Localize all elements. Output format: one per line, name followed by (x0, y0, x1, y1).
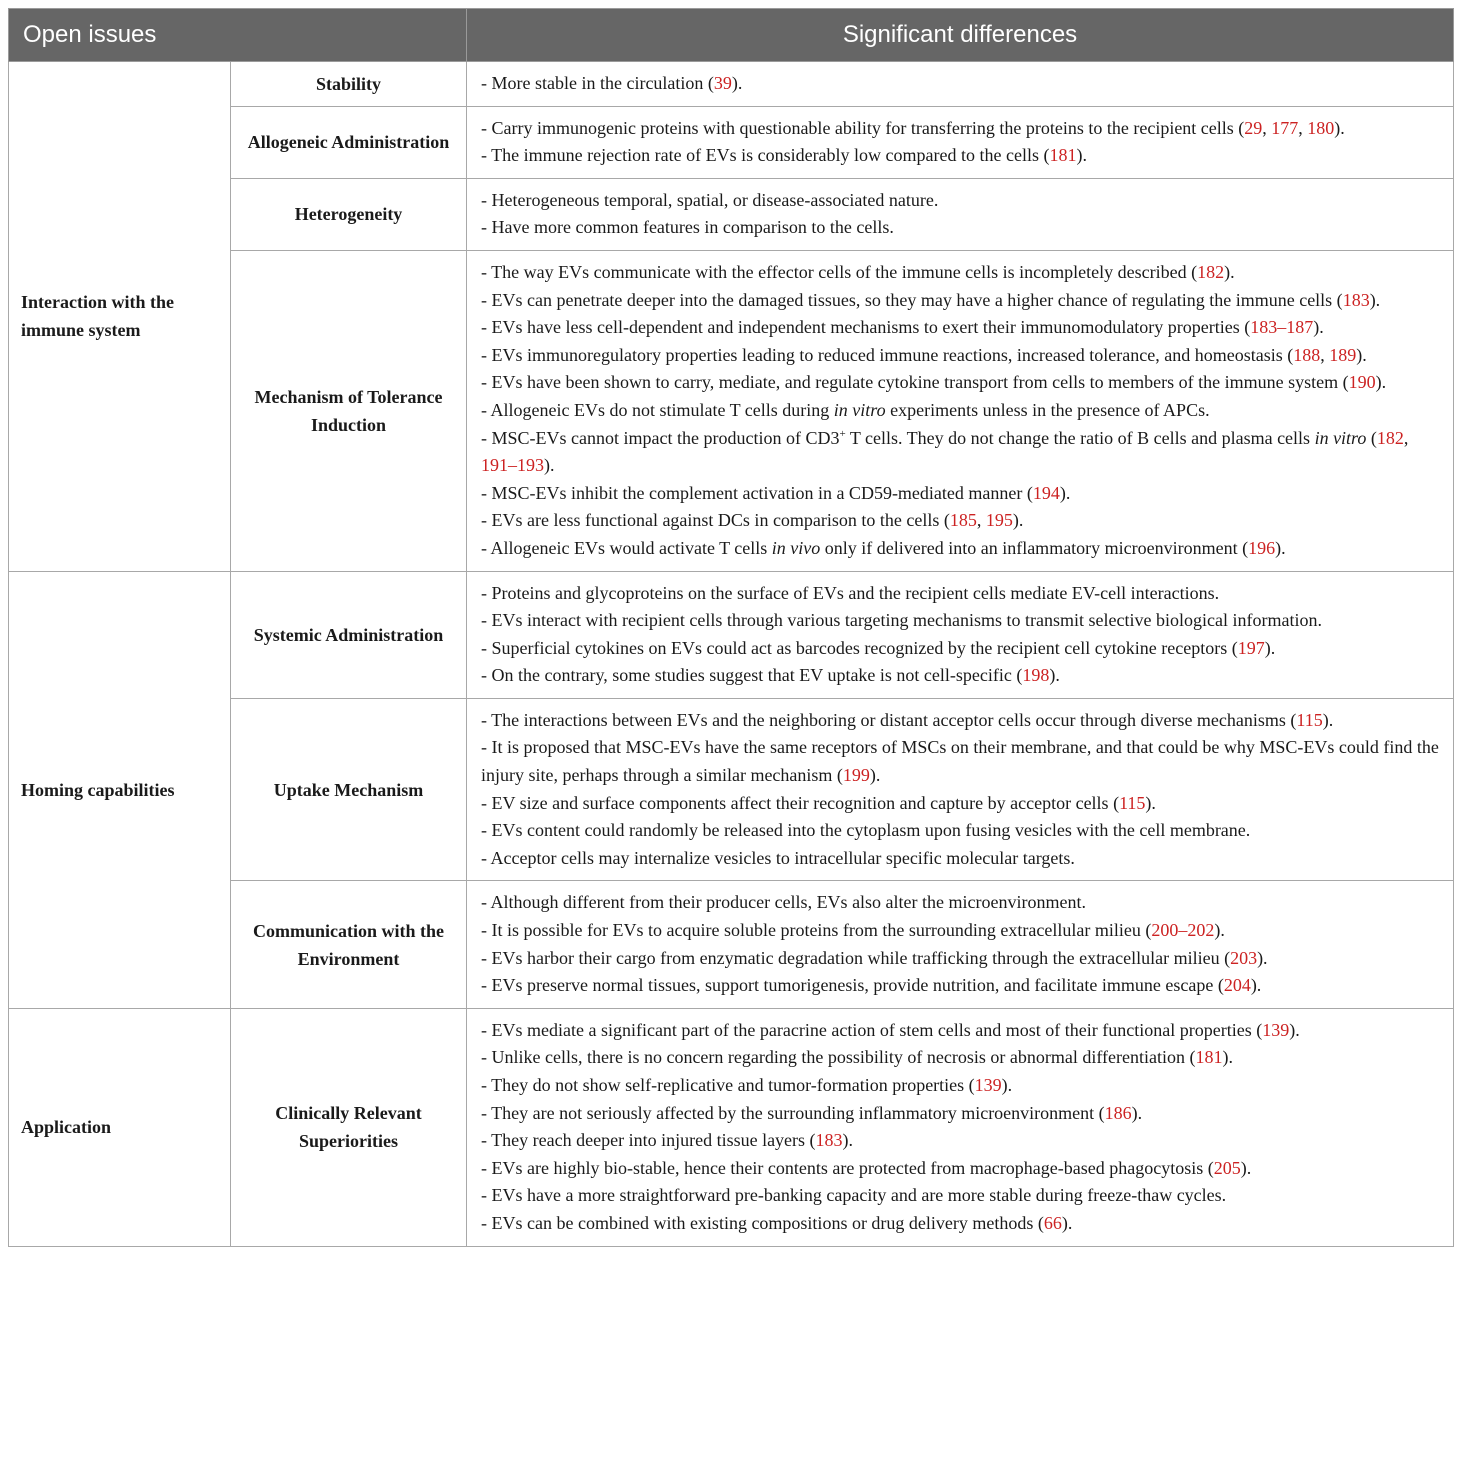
text-segment: ). (1076, 145, 1087, 166)
table-body (9, 62, 1454, 1247)
text-segment: - The way EVs communicate with the effector cells of the immune cells is incompletely described ( (481, 261, 1198, 282)
text-segment: ). (1240, 1157, 1252, 1178)
text-segment: - EVs harbor their cargo from enzymatic degradation while trafficking through the extracellular milieu ( (481, 947, 1231, 968)
header-significant-differences: Significant differences (467, 9, 1454, 62)
text-segment: - EVs mediate a significant part of the paracrine action of stem cells and most of their functional properties ( (481, 1019, 1263, 1040)
table-row (9, 571, 1454, 698)
description-line (481, 70, 1439, 98)
text-segment: - Allogeneic EVs do not stimulate T cells during (481, 399, 834, 420)
text-segment: - The interactions between EVs and the neighboring or distant acceptor cells occur through diverse mechanisms ( (481, 709, 1297, 730)
text-segment: ). (1061, 1212, 1073, 1233)
subcategory-cell: Communication with the Environment (231, 881, 467, 1008)
text-segment: - MSC-EVs cannot impact the production of CD3 (481, 427, 840, 448)
text-segment: ). (1012, 510, 1024, 531)
text-segment: - Superficial cytokines on EVs could act as barcodes recognized by the recipient cell cytokine receptors ( (481, 637, 1238, 658)
text-segment: - They do not show self-replicative and tumor-formation properties ( (481, 1075, 975, 1095)
text-segment: - EV size and surface components affect their recognition and capture by acceptor cells ( (481, 792, 1120, 813)
reference-citation: 189 (1329, 344, 1357, 365)
text-segment: ). (1131, 1102, 1143, 1123)
description-line (481, 259, 1439, 287)
text-segment: ). (1313, 317, 1324, 338)
reference-citation: 196 (1248, 537, 1276, 558)
reference-citation: 205 (1213, 1157, 1241, 1178)
text-segment: ). (1224, 261, 1235, 282)
description-line (481, 580, 1439, 608)
text-segment: ). (1214, 920, 1225, 941)
table-row (9, 62, 1454, 107)
reference-citation: 199 (842, 765, 870, 786)
description-line (481, 314, 1439, 342)
text-segment: ). (1145, 792, 1156, 813)
subcategory-cell: Clinically Relevant Superiorities (231, 1008, 467, 1246)
text-segment: ). (731, 73, 743, 93)
reference-citation: 115 (1296, 709, 1323, 730)
text-segment: ). (1001, 1075, 1013, 1095)
description-line (481, 535, 1439, 563)
description-line (481, 425, 1439, 480)
reference-citation: 115 (1119, 792, 1146, 813)
description-line (481, 917, 1439, 945)
text-segment: ). (1369, 289, 1381, 310)
text-segment: , (1298, 117, 1308, 138)
text-segment: , (1262, 117, 1272, 138)
reference-citation: 177 (1271, 117, 1299, 138)
description-line (481, 507, 1439, 535)
description-line (481, 1210, 1439, 1238)
reference-citation: 139 (1262, 1019, 1290, 1040)
description-line (481, 734, 1439, 789)
text-segment: - More stable in the circulation ( (481, 73, 714, 93)
category-cell: Application (9, 1008, 231, 1246)
text-segment: ). (1289, 1019, 1300, 1040)
reference-citation: 183–187 (1250, 317, 1314, 338)
subcategory-cell: Allogeneic Administration (231, 106, 467, 178)
text-segment: - MSC-EVs inhibit the complement activation in a CD59-mediated manner ( (481, 482, 1033, 503)
description-line (481, 1044, 1439, 1072)
text-segment: ). (544, 455, 555, 476)
description-line (481, 1182, 1439, 1210)
text-segment: - EVs can penetrate deeper into the damaged tissues, so they may have a higher chance of regulating the immune cells ( (481, 289, 1343, 310)
table-row (9, 1008, 1454, 1246)
text-segment: only if delivered into an inflammatory microenvironment ( (820, 537, 1249, 558)
description-line (481, 1100, 1439, 1128)
description-line (481, 1127, 1439, 1155)
description-line (481, 945, 1439, 973)
text-segment: ). (1222, 1047, 1233, 1068)
reference-citation: 195 (985, 510, 1013, 531)
text-segment: - Unlike cells, there is no concern regarding the possibility of necrosis or abnormal differentiation ( (481, 1047, 1196, 1068)
description-cell (467, 698, 1454, 881)
reference-citation: 200–202 (1151, 920, 1215, 941)
description-cell (467, 571, 1454, 698)
description-line (481, 607, 1439, 635)
text-segment: - EVs are less functional against DCs in comparison to the cells ( (481, 510, 950, 531)
text-segment: - Carry immunogenic proteins with questionable ability for transferring the proteins to the recipient cells ( (481, 117, 1245, 138)
subcategory-cell: Heterogeneity (231, 178, 467, 250)
issues-table (8, 8, 1454, 1247)
reference-citation: 139 (974, 1075, 1002, 1095)
reference-citation: 198 (1022, 665, 1050, 686)
text-segment: - They are not seriously affected by the surrounding inflammatory microenvironment ( (481, 1102, 1105, 1123)
reference-citation: 39 (713, 73, 732, 93)
description-line (481, 790, 1439, 818)
description-cell (467, 250, 1454, 571)
reference-citation: 183 (815, 1130, 843, 1151)
text-segment: - EVs interact with recipient cells through various targeting mechanisms to transmit selective biological information. (481, 610, 1322, 631)
text-segment: ). (1275, 537, 1286, 558)
text-segment: - Proteins and glycoproteins on the surface of EVs and the recipient cells mediate EV-cell interactions. (481, 582, 1220, 603)
description-line (481, 1155, 1439, 1183)
table-header (9, 9, 1454, 62)
description-cell (467, 62, 1454, 107)
text-segment: ). (842, 1130, 854, 1151)
description-line (481, 397, 1439, 425)
text-segment: - EVs immunoregulatory properties leading to reduced immune reactions, increased tolerance, and homeostasis ( (481, 344, 1294, 365)
text-segment: , (976, 510, 986, 531)
text-segment: - EVs can be combined with existing compositions or drug delivery methods ( (481, 1212, 1044, 1233)
description-line (481, 480, 1439, 508)
text-segment: - EVs content could randomly be released into the cytoplasm upon fusing vesicles with the cell membrane. (481, 820, 1251, 841)
text-segment: - On the contrary, some studies suggest that EV uptake is not cell-specific ( (481, 665, 1023, 686)
header-row (9, 9, 1454, 62)
reference-citation: 203 (1230, 947, 1258, 968)
reference-citation: 29 (1244, 117, 1263, 138)
reference-citation: 204 (1223, 975, 1251, 996)
description-line (481, 817, 1439, 845)
text-segment: - Although different from their producer cells, EVs also alter the microenvironment. (481, 892, 1086, 913)
reference-citation: 180 (1307, 117, 1335, 138)
description-line (481, 115, 1439, 143)
text-segment: - EVs preserve normal tissues, support tumorigenesis, provide nutrition, and facilitate immune escape ( (481, 975, 1224, 996)
subcategory-cell: Uptake Mechanism (231, 698, 467, 881)
text-segment: ). (1375, 372, 1387, 393)
description-line (481, 1017, 1439, 1045)
description-line (481, 214, 1439, 242)
header-open-issues: Open issues (9, 9, 467, 62)
text-segment: experiments unless in the presence of APCs. (885, 399, 1210, 420)
subcategory-cell: Systemic Administration (231, 571, 467, 698)
reference-citation: 181 (1195, 1047, 1223, 1068)
reference-citation: 190 (1348, 372, 1376, 393)
text-segment: - Acceptor cells may internalize vesicles to intracellular specific molecular targets. (481, 847, 1075, 868)
text-segment: ). (1250, 975, 1262, 996)
reference-citation: 185 (949, 510, 977, 531)
description-line (481, 287, 1439, 315)
text-segment: , (1320, 344, 1330, 365)
text-segment: - EVs have been shown to carry, mediate, and regulate cytokine transport from cells to members of the immune system ( (481, 372, 1349, 393)
reference-citation: 66 (1043, 1212, 1062, 1233)
italic-text: in vitro (1314, 427, 1367, 448)
text-segment: - Have more common features in comparison to the cells. (481, 217, 894, 238)
reference-citation: 182 (1197, 261, 1225, 282)
description-cell (467, 178, 1454, 250)
reference-citation: 183 (1342, 289, 1370, 310)
text-segment: ). (869, 765, 881, 786)
subcategory-cell: Mechanism of Tolerance Induction (231, 250, 467, 571)
description-line (481, 142, 1439, 170)
subcategory-cell: Stability (231, 62, 467, 107)
text-segment: , (1403, 427, 1409, 448)
reference-citation: 188 (1293, 344, 1321, 365)
text-segment: - They reach deeper into injured tissue layers ( (481, 1130, 816, 1151)
category-cell: Interaction with the immune system (9, 62, 231, 572)
description-line (481, 662, 1439, 690)
text-segment: ). (1264, 637, 1276, 658)
description-line (481, 1072, 1439, 1100)
description-line (481, 187, 1439, 215)
reference-citation: 186 (1104, 1102, 1132, 1123)
text-segment: - It is proposed that MSC-EVs have the same receptors of MSCs on their membrane, and that could be why MSC-EVs could find the injury site, perhaps through a similar mechanism ( (481, 737, 1439, 786)
text-segment: - Allogeneic EVs would activate T cells (481, 537, 772, 558)
text-segment: - Heterogeneous temporal, spatial, or disease-associated nature. (481, 189, 939, 210)
text-segment: T cells. They do not change the ratio of B cells and plasma cells (845, 427, 1315, 448)
reference-citation: 191–193 (481, 455, 544, 476)
reference-citation: 181 (1049, 145, 1077, 166)
text-segment: - EVs are highly bio-stable, hence their contents are protected from macrophage-based phagocytosis ( (481, 1157, 1214, 1178)
text-segment: ( (1366, 427, 1377, 448)
text-segment: ). (1049, 665, 1060, 686)
description-line (481, 889, 1439, 917)
description-line (481, 635, 1439, 663)
description-cell (467, 106, 1454, 178)
superscript: + (839, 427, 846, 440)
description-line (481, 707, 1439, 735)
reference-citation: 197 (1237, 637, 1265, 658)
description-cell (467, 881, 1454, 1008)
text-segment: ). (1059, 482, 1071, 503)
reference-citation: 182 (1376, 427, 1404, 448)
category-cell: Homing capabilities (9, 571, 231, 1008)
italic-text: in vivo (771, 537, 821, 558)
description-line (481, 845, 1439, 873)
italic-text: in vitro (833, 399, 886, 420)
text-segment: ). (1257, 947, 1268, 968)
text-segment: - EVs have less cell-dependent and independent mechanisms to exert their immunomodulatory properties ( (481, 317, 1251, 338)
text-segment: - EVs have a more straightforward pre-banking capacity and are more stable during freeze-thaw cycles. (481, 1185, 1227, 1206)
description-line (481, 972, 1439, 1000)
text-segment: - The immune rejection rate of EVs is considerably low compared to the cells ( (481, 145, 1050, 166)
description-line (481, 342, 1439, 370)
text-segment: - It is possible for EVs to acquire soluble proteins from the surrounding extracellular milieu ( (481, 920, 1152, 941)
reference-citation: 194 (1032, 482, 1060, 503)
description-cell (467, 1008, 1454, 1246)
text-segment: ). (1334, 117, 1345, 138)
description-line (481, 369, 1439, 397)
text-segment: ). (1322, 709, 1334, 730)
text-segment: ). (1356, 344, 1367, 365)
